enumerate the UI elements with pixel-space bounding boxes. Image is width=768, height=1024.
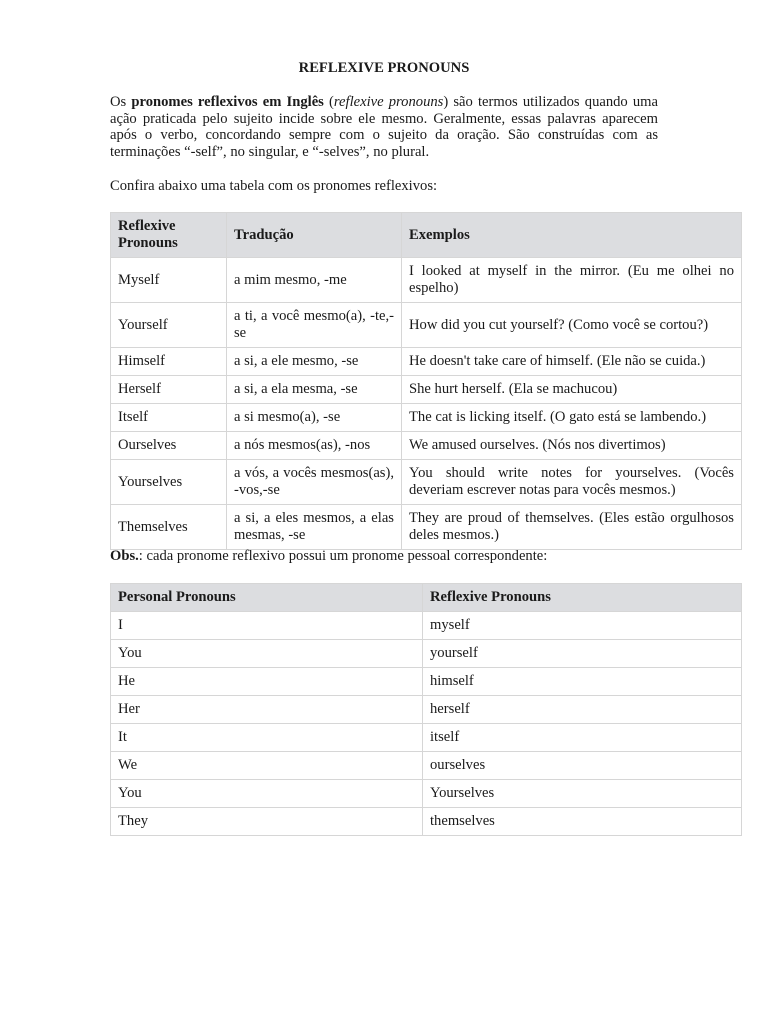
- reflexive-pronouns-table: [110, 212, 742, 550]
- table-cell: Yourselves: [423, 780, 742, 808]
- table-cell: a si mesmo(a), -se: [227, 404, 402, 432]
- obs-note: [110, 548, 547, 565]
- table-intro-text: Confira abaixo uma tabela com os pronomes reflexivos:: [110, 178, 438, 194]
- table-row: [111, 460, 742, 505]
- table-cell: a ti, a você mesmo(a), -te,-se: [227, 303, 402, 348]
- table-row: [111, 696, 742, 724]
- column-header: Reflexive Pronouns: [111, 213, 227, 258]
- table-cell: Myself: [111, 258, 227, 303]
- table-cell: They: [111, 808, 423, 836]
- table-row: [111, 303, 742, 348]
- table-cell: a si, a ela mesma, -se: [227, 376, 402, 404]
- table-cell: a si, a ele mesmo, -se: [227, 348, 402, 376]
- table-cell: Himself: [111, 348, 227, 376]
- intro-text-3: ) são termos utilizados quando uma ação praticada pelo sujeito incide sobre ele mesmo. Geralmente, essas palavras aparecem após o verbo, concordando sempre com o sujeito da oração. São construídas com as terminações “-self”, no singular, e “-selves”, no plural.: [110, 94, 659, 160]
- table-cell: a nós mesmos(as), -nos: [227, 432, 402, 460]
- table-cell: Itself: [111, 404, 227, 432]
- table-row: [111, 724, 742, 752]
- column-header: Tradução: [227, 213, 402, 258]
- table-cell: We: [111, 752, 423, 780]
- intro-text-2: (: [323, 94, 334, 110]
- intro-text-1: Os: [110, 94, 132, 110]
- table-row: [111, 404, 742, 432]
- column-header: Exemplos: [402, 213, 742, 258]
- table-row: [111, 258, 742, 303]
- table-cell: You: [111, 640, 423, 668]
- table-cell: Her: [111, 696, 423, 724]
- table-cell: They are proud of themselves. (Eles estão orgulhosos deles mesmos.): [402, 505, 742, 550]
- table-cell: Yourselves: [111, 460, 227, 505]
- table-row: [111, 376, 742, 404]
- table-row: [111, 780, 742, 808]
- table-cell: themselves: [423, 808, 742, 836]
- table-cell: Ourselves: [111, 432, 227, 460]
- table-cell: itself: [423, 724, 742, 752]
- table-cell: He doesn't take care of himself. (Ele não se cuida.): [402, 348, 742, 376]
- table-cell: herself: [423, 696, 742, 724]
- table-cell: It: [111, 724, 423, 752]
- table-cell: Herself: [111, 376, 227, 404]
- personal-reflexive-table: [110, 583, 742, 836]
- table-cell: You: [111, 780, 423, 808]
- table-cell: ourselves: [423, 752, 742, 780]
- table-row: [111, 348, 742, 376]
- intro-italic: reflexive pronouns: [333, 94, 444, 110]
- table-cell: How did you cut yourself? (Como você se cortou?): [402, 303, 742, 348]
- table-cell: yourself: [423, 640, 742, 668]
- intro-paragraph: [110, 94, 658, 160]
- table-cell: He: [111, 668, 423, 696]
- table-cell: a vós, a vocês mesmos(as), -vos,-se: [227, 460, 402, 505]
- column-header: Personal Pronouns: [111, 584, 423, 612]
- obs-text: : cada pronome reflexivo possui um pronome pessoal correspondente:: [138, 548, 548, 564]
- table-row: [111, 612, 742, 640]
- table-row: [111, 808, 742, 836]
- table-row: [111, 752, 742, 780]
- page-title: REFLEXIVE PRONOUNS: [298, 60, 470, 76]
- column-header: Reflexive Pronouns: [423, 584, 742, 612]
- table-cell: himself: [423, 668, 742, 696]
- table-cell: She hurt herself. (Ela se machucou): [402, 376, 742, 404]
- table-row: [111, 640, 742, 668]
- table-cell: a si, a eles mesmos, a elas mesmas, -se: [227, 505, 402, 550]
- table-cell: We amused ourselves. (Nós nos divertimos): [402, 432, 742, 460]
- table-cell: You should write notes for yourselves. (Vocês deveriam escrever notas para vocês mesmos.): [402, 460, 742, 505]
- table-cell: Yourself: [111, 303, 227, 348]
- table-cell: I: [111, 612, 423, 640]
- obs-label: Obs.: [110, 548, 139, 564]
- table-cell: I looked at myself in the mirror. (Eu me olhei no espelho): [402, 258, 742, 303]
- table-cell: Themselves: [111, 505, 227, 550]
- table-row: [111, 432, 742, 460]
- table-row: [111, 668, 742, 696]
- table-header-row: [111, 584, 742, 612]
- table-header-row: [111, 213, 742, 258]
- table-row: [111, 505, 742, 550]
- intro-bold: pronomes reflexivos em Inglês: [131, 94, 324, 110]
- table-cell: The cat is licking itself. (O gato está se lambendo.): [402, 404, 742, 432]
- table-cell: a mim mesmo, -me: [227, 258, 402, 303]
- table-cell: myself: [423, 612, 742, 640]
